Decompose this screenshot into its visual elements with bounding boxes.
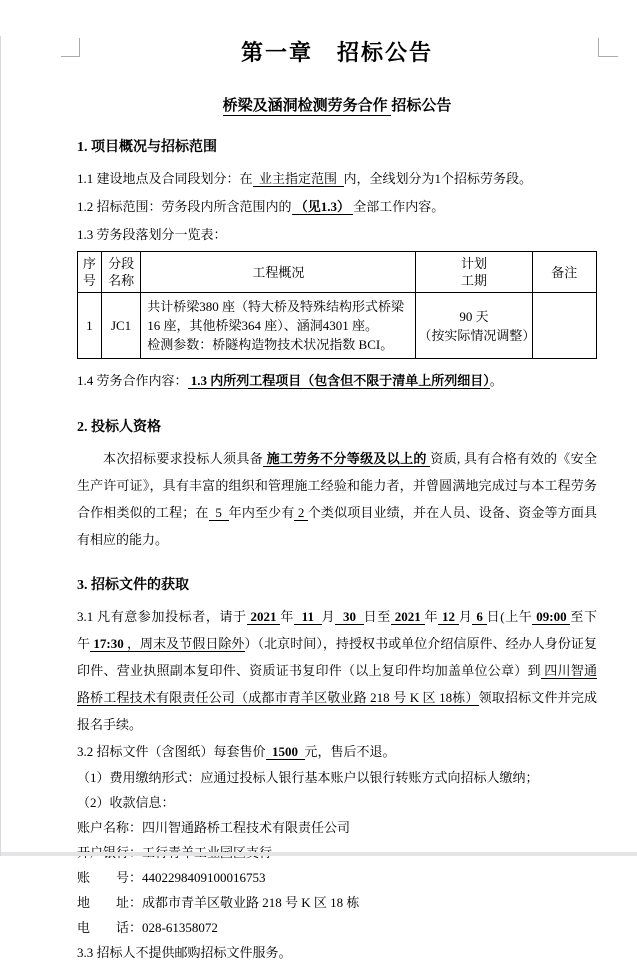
col-header-seq-no	[78, 252, 102, 293]
doc-subtitle	[77, 94, 597, 115]
header-line: 备注	[551, 264, 578, 280]
text-run: 日(上午	[486, 609, 533, 624]
col-header-segment-name	[101, 252, 140, 293]
text-run: 1.1 建设地点及合同段划分：在	[77, 171, 253, 186]
table-header-row	[78, 252, 597, 293]
text-run: 月	[321, 609, 336, 624]
blank-fill: 2021	[246, 609, 281, 624]
cell-seq-no: 1	[78, 293, 102, 359]
overview-line: 检测参数：桥隧构造物技术状况指数 BCI。	[147, 337, 394, 352]
text-run: 本次招标要求投标人须具备	[103, 451, 264, 466]
blank-fill: 12	[438, 609, 459, 624]
account-number-line	[77, 865, 597, 890]
field-value: 成都市青羊区敬业路 218 号 K 区 18 栋	[142, 895, 360, 910]
blank-fill: 5	[208, 505, 229, 520]
blank-fill: 30	[335, 609, 364, 624]
header-line: 计划	[460, 256, 487, 271]
text-run: 领取招标文件并完成报名手续。	[77, 690, 597, 732]
underlined-run: 四川智通路桥工程技术有限责任公司（成都市青羊区敬业路 218 号 K 区 18栋）	[77, 663, 597, 705]
section-3-heading: 3. 招标文件的获取	[77, 578, 189, 593]
field-label: 地 址：	[77, 895, 143, 910]
underlined-run: ，周末及节假日除外	[127, 636, 245, 651]
blank-fill: 施工劳务不分等级及以上的	[263, 451, 431, 466]
payment-method-item: （1）费用缴纳形式：应通过投标人银行基本账户以银行转账方式向招标人缴纳；	[77, 770, 539, 785]
text-run: 资质, 具有合格有效的《安全生产许可证》，具有丰富的组织和管理施工经验和能力者，并曾圆满地完成过与本工程劳务合作相类似的工程；在	[77, 451, 597, 520]
header-line: 工期	[460, 273, 487, 288]
bidder-qualification-paragraph	[77, 445, 597, 553]
clause-3-2	[77, 738, 597, 765]
chapter-title: 第一章 招标公告	[240, 40, 433, 65]
col-header-project-overview	[141, 252, 416, 293]
text-run: 元，售后不退。	[304, 744, 396, 759]
field-label: 电 话：	[77, 920, 143, 935]
text-run: ）（北京时间），持授权书或单位介绍信原件、经办人身份证复印件、营业执照副本复印件、资质证书复印件（以上复印件均加盖单位公章）到	[77, 636, 597, 678]
blank-fill: （见1.3）	[291, 199, 354, 214]
cell-remarks	[532, 293, 596, 359]
header-line: 号	[82, 273, 96, 288]
text-run: 月	[458, 609, 473, 624]
account-name-line	[77, 815, 597, 840]
header-line: 序	[82, 256, 96, 271]
text-run: 年内至少有	[228, 505, 295, 520]
field-value: 4402298409100016753	[142, 870, 266, 885]
field-value: 四川智通路桥工程技术有限责任公司	[142, 820, 351, 835]
section-1-heading: 1. 项目概况与招标范围	[77, 140, 217, 155]
document-content	[77, 36, 597, 965]
text-run: 3.1 凡有意参加投标者，请于	[77, 609, 247, 624]
header-line: 工程概况	[252, 264, 305, 280]
text-boundary-mark-top-left	[61, 38, 80, 57]
text-boundary-mark-top-right	[598, 38, 618, 57]
header-line: 分段	[108, 256, 135, 271]
clause-1-3: 1.3 劳务段落划分一览表：	[77, 227, 227, 242]
blank-fill: 1500	[265, 744, 305, 759]
phone-line	[77, 915, 597, 940]
section-2-heading: 2. 投标人资格	[77, 420, 161, 435]
blank-fill: 1.3 内所列工程项目（包含但不限于清单上所列细目）	[187, 373, 490, 388]
text-run: 3.2 招标文件（含图纸）每套售价	[77, 744, 266, 759]
address-line	[77, 890, 597, 915]
text-run: 年	[424, 609, 439, 624]
doc-subtitle-rest: 招标公告	[391, 98, 452, 114]
blank-fill: 6	[472, 609, 487, 624]
text-run: 至下午	[77, 609, 598, 651]
cell-project-overview	[141, 293, 416, 359]
text-run: 日至	[363, 609, 391, 624]
text-run: 1.4 劳务合作内容：	[77, 373, 188, 388]
col-header-planned-duration	[416, 252, 532, 293]
document-page	[0, 36, 637, 960]
field-value: 028-61358072	[142, 920, 218, 935]
lot-division-table	[77, 251, 597, 359]
text-run: 个类似项目业绩，并在人员、设备、资金等方面具有相应的能力。	[77, 505, 597, 547]
field-label: 账户名称：	[77, 820, 143, 835]
blank-fill: 2021	[390, 609, 425, 624]
duration-line: （按实际情况调整）	[418, 327, 536, 343]
clause-1-2	[77, 193, 597, 221]
text-run: 内，全线划分为1个招标劳务段。	[343, 171, 533, 186]
field-label: 账 号：	[77, 870, 143, 885]
col-header-remarks	[532, 252, 596, 293]
text-run: 1.2 招标范围：劳务段内所含范围内的	[77, 199, 292, 214]
overview-line: 共计桥梁380 座（特大桥及特殊结构形式桥梁16 座，其他桥梁364 座）、涵洞4301 座。	[147, 299, 405, 333]
blank-fill: 17:30	[90, 636, 127, 651]
page-bottom-edge	[1, 852, 637, 856]
clause-1-1	[77, 165, 597, 193]
text-run: 全部工作内容。	[353, 199, 445, 214]
table-row	[78, 293, 597, 359]
doc-subtitle-underlined: 桥梁及涵洞检测劳务合作	[222, 98, 392, 114]
cell-segment-name: JC1	[101, 293, 140, 359]
clause-3-1	[77, 603, 597, 738]
cell-planned-duration	[416, 293, 536, 359]
blank-fill: 11	[293, 609, 322, 624]
text-run: 。	[489, 373, 503, 388]
duration-line: 90 天	[459, 308, 489, 324]
clause-1-4	[77, 367, 597, 395]
blank-fill: 业主指定范围	[252, 171, 344, 186]
payee-info-item: （2）收款信息：	[77, 795, 175, 810]
clause-3-3: 3.3 招标人不提供邮购招标文件服务。	[77, 945, 292, 960]
blank-fill: 09:00	[532, 609, 571, 624]
text-run: 年	[280, 609, 294, 624]
header-line: 名称	[108, 273, 135, 288]
blank-fill: 2	[294, 505, 308, 520]
